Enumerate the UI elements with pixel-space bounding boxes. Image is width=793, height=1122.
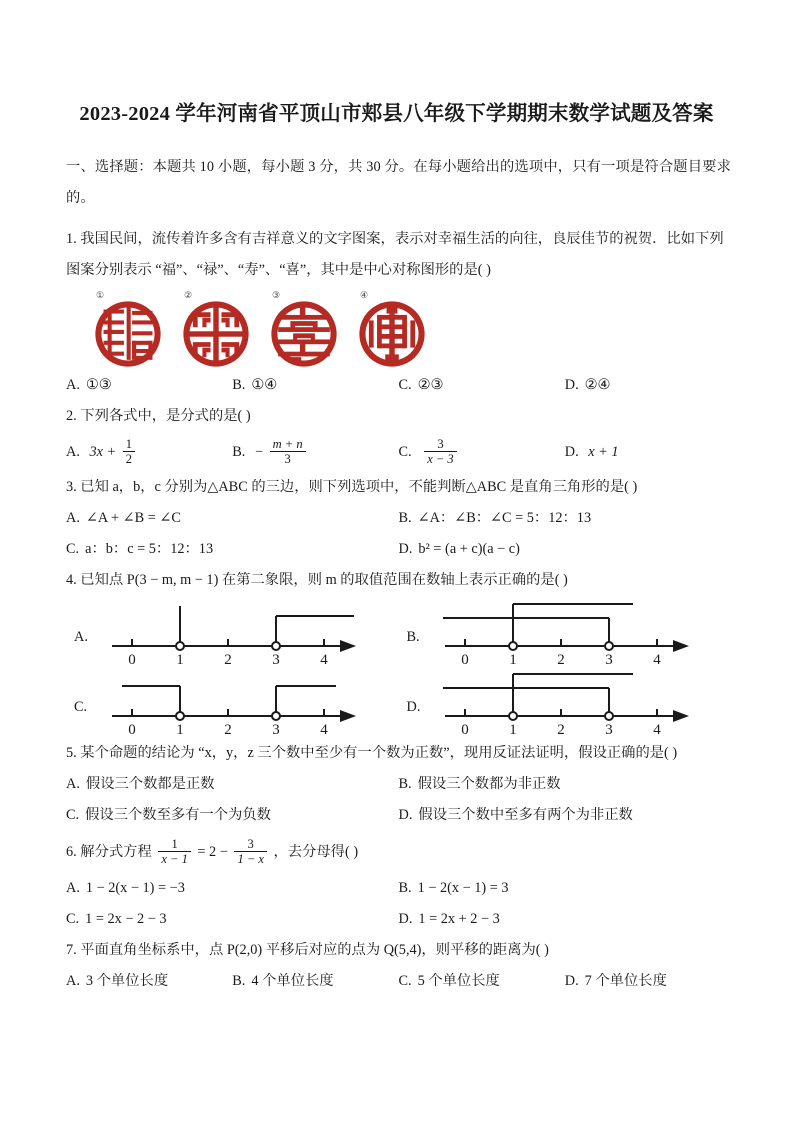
section-intro: 一、选择题：本题共 10 小题，每小题 3 分，共 30 分。在每小题给出的选项中，只有一项是符合题目要求的。: [66, 159, 731, 206]
seal-item: [358, 290, 428, 368]
svg-text:0: 0: [460, 652, 469, 668]
fraction-numerator: m + n: [270, 437, 306, 452]
numberline-d-graphic: [425, 668, 705, 738]
svg-text:1: 1: [176, 722, 184, 738]
svg-text:3: 3: [604, 652, 613, 668]
option-c[interactable]: [66, 904, 399, 935]
seal-index-label: ②: [184, 290, 193, 300]
option-d[interactable]: [565, 370, 731, 401]
numberline-c-graphic: [92, 668, 372, 738]
fraction-denominator: x − 1: [161, 851, 188, 866]
seal-item: [182, 290, 252, 368]
option-d-label: D.: [564, 973, 579, 989]
option-c-label: C.: [66, 911, 80, 927]
question-3-options-row2: [66, 534, 731, 565]
fraction-numerator: 1: [158, 837, 190, 852]
option-b-label: B.: [232, 444, 246, 460]
question-6-fraction-right: [234, 837, 266, 867]
option-d-lead: x + 1: [588, 444, 619, 460]
svg-text:3: 3: [272, 652, 280, 668]
option-c[interactable]: [66, 534, 399, 565]
svg-text:4: 4: [320, 652, 328, 668]
numberline-option-b[interactable]: [399, 598, 732, 668]
option-c-label: C.: [398, 444, 412, 460]
seal-index-label: ①: [96, 290, 105, 300]
fraction-denominator: 2: [125, 451, 133, 466]
option-a-label: A.: [66, 444, 80, 460]
svg-text:4: 4: [320, 722, 328, 738]
option-d-text: ②④: [584, 377, 611, 393]
option-b-text: 1 − 2(x − 1) = 3: [417, 880, 509, 896]
question-1-figure-seals: [66, 286, 731, 370]
seal-lu-icon: [182, 300, 250, 368]
option-d[interactable]: [565, 432, 731, 472]
option-c-label: C.: [66, 541, 80, 557]
option-a-label: A.: [66, 880, 80, 896]
fraction-numerator: 3: [424, 437, 456, 452]
option-c[interactable]: [399, 966, 565, 997]
option-a-text: ∠A + ∠B = ∠C: [85, 510, 181, 526]
svg-text:4: 4: [652, 722, 661, 738]
option-a-text: ①③: [85, 377, 112, 393]
option-a[interactable]: [66, 966, 232, 997]
svg-text:2: 2: [224, 722, 232, 738]
fraction-denominator: 3: [284, 451, 291, 466]
numberline-option-c[interactable]: [66, 668, 399, 738]
question-3-stem: 3. 已知 a，b，c 分别为△ABC 的三边，则下列选项中，不能判断△ABC 是直角三角形的是( ): [66, 479, 638, 495]
svg-text:3: 3: [604, 722, 613, 738]
option-b-text: 假设三个数都为非正数: [417, 776, 561, 792]
svg-text:0: 0: [128, 652, 136, 668]
question-5-options-row2: [66, 800, 731, 831]
option-b-label: B.: [398, 776, 412, 792]
option-d-text: b² = (a + c)(a − c): [418, 541, 520, 557]
question-1-options: [66, 370, 731, 401]
question-6-fraction-left: [158, 837, 190, 867]
option-b-text: 4 个单位长度: [251, 973, 334, 989]
seal-xi-icon: [358, 300, 426, 368]
numberline-a-graphic: [92, 598, 372, 668]
option-a-text: 假设三个数都是正数: [85, 776, 215, 792]
option-a[interactable]: [66, 769, 399, 800]
option-a-text: 1 − 2(x − 1) = −3: [85, 880, 185, 896]
fraction-numerator: 3: [234, 837, 266, 852]
option-a[interactable]: [66, 503, 399, 534]
svg-text:2: 2: [224, 652, 232, 668]
option-c-label: C.: [66, 807, 80, 823]
option-c-label: C.: [398, 973, 412, 989]
option-c-text: a：b：c = 5：12：13: [85, 541, 214, 557]
option-b-text: ∠A：∠B：∠C = 5：12：13: [417, 510, 592, 526]
svg-text:3: 3: [272, 722, 280, 738]
option-b-label: B.: [398, 510, 412, 526]
svg-text:2: 2: [556, 722, 565, 738]
option-a-fraction: [123, 437, 135, 467]
numberline-option-a[interactable]: [66, 598, 399, 668]
option-c-fraction: [424, 437, 456, 467]
question-7-options: [66, 966, 731, 997]
question-2-stem: 2. 下列各式中，是分式的是( ): [66, 408, 251, 424]
option-d[interactable]: [399, 904, 732, 935]
option-b-lead: −: [254, 444, 264, 460]
seal-fu-icon: [94, 300, 162, 368]
question-5-options-row1: [66, 769, 731, 800]
question-1-stem-line1: 1. 我国民间，流传着许多含有吉祥意义的文字图案，表示对幸福生活的向往，良辰佳节的祝贺．比如下列: [66, 231, 724, 247]
option-c[interactable]: [399, 432, 565, 472]
svg-text:1: 1: [508, 652, 517, 668]
option-d-label: D.: [564, 444, 579, 460]
seal-shou-icon: [270, 300, 338, 368]
option-d-text: 1 = 2x + 2 − 3: [418, 911, 500, 927]
option-b-label: B.: [232, 377, 246, 393]
question-6-options-row2: [66, 904, 731, 935]
question-2-options: [66, 432, 731, 472]
option-b[interactable]: [232, 370, 398, 401]
option-a[interactable]: [66, 432, 232, 472]
option-d[interactable]: [565, 966, 731, 997]
question-6-options-row1: [66, 873, 731, 904]
numberline-option-d[interactable]: [399, 668, 732, 738]
option-d-text: 7 个单位长度: [584, 973, 667, 989]
option-b-label: B.: [398, 880, 412, 896]
document-body: [0, 132, 793, 997]
option-b-label: B.: [232, 973, 246, 989]
option-d-label: D.: [398, 911, 413, 927]
seal-item: [94, 290, 164, 368]
question-7-stem: 7. 平面直角坐标系中，点 P(2,0) 平移后对应的点为 Q(5,4)，则平移的距离为( ): [66, 942, 549, 958]
fraction-numerator: 1: [123, 437, 135, 452]
option-c[interactable]: [399, 370, 565, 401]
question-3-options-row1: [66, 503, 731, 534]
option-b[interactable]: [232, 966, 398, 997]
seal-item: [270, 290, 340, 368]
question-6-stem: [66, 831, 731, 873]
option-d-label: D.: [398, 807, 413, 823]
seal-index-label: ③: [272, 290, 281, 300]
svg-text:4: 4: [652, 652, 661, 668]
question-6-stem-mid: = 2 −: [197, 844, 228, 860]
option-d-label: D.: [398, 541, 413, 557]
option-a-lead: 3x +: [89, 444, 117, 460]
option-a[interactable]: [66, 873, 399, 904]
option-d[interactable]: [399, 800, 732, 831]
option-c[interactable]: [66, 800, 399, 831]
numberline-b-graphic: [425, 598, 705, 668]
option-b[interactable]: [399, 873, 732, 904]
option-d[interactable]: [399, 534, 732, 565]
numberline-b-label: B.: [406, 629, 420, 645]
question-4-figure: [66, 596, 731, 738]
option-d-label: D.: [564, 377, 579, 393]
svg-text:1: 1: [508, 722, 517, 738]
question-5-stem: 5. 某个命题的结论为 “x，y，z 三个数中至少有一个数为正数”，现用反证法证明，假设正确的是( ): [66, 745, 678, 761]
question-4-stem: 4. 已知点 P(3 − m, m − 1) 在第二象限，则 m 的取值范围在数轴上表示正确的是( ): [66, 572, 568, 588]
option-a[interactable]: [66, 370, 232, 401]
option-a-label: A.: [66, 510, 80, 526]
option-c-text: 假设三个数至多有一个为负数: [85, 807, 271, 823]
question-6-stem-suffix: ，去分母得( ): [273, 844, 359, 860]
option-c-text: ②③: [417, 377, 444, 393]
question-1-stem-line2: 图案分别表示 “福”、“禄”、“寿”、“喜”，其中是中心对称图形的是( ): [66, 262, 491, 278]
svg-text:2: 2: [556, 652, 565, 668]
option-c-text: 1 = 2x − 2 − 3: [85, 911, 167, 927]
option-a-label: A.: [66, 377, 80, 393]
option-c-text: 5 个单位长度: [417, 973, 500, 989]
option-b-text: ①④: [251, 377, 278, 393]
svg-text:1: 1: [176, 652, 184, 668]
seal-index-label: ④: [360, 290, 369, 300]
option-a-text: 3 个单位长度: [85, 973, 169, 989]
svg-text:0: 0: [460, 722, 469, 738]
option-b[interactable]: [399, 503, 732, 534]
option-b[interactable]: [232, 432, 398, 472]
numberline-c-label: C.: [74, 699, 88, 715]
fraction-denominator: x − 3: [427, 451, 454, 466]
option-b-fraction: [270, 437, 306, 467]
page-title: 2023-2024 学年河南省平顶山市郏县八年级下学期期末数学试题及答案: [79, 103, 714, 125]
svg-text:0: 0: [128, 722, 136, 738]
option-c-label: C.: [398, 377, 412, 393]
option-a-label: A.: [66, 973, 80, 989]
option-d-text: 假设三个数中至多有两个为非正数: [418, 807, 633, 823]
option-b[interactable]: [399, 769, 732, 800]
question-6-stem-prefix: 6. 解分式方程: [66, 844, 152, 860]
numberline-a-label: A.: [74, 629, 88, 645]
fraction-denominator: 1 − x: [237, 851, 264, 866]
option-a-label: A.: [66, 776, 80, 792]
numberline-d-label: D.: [406, 699, 421, 715]
